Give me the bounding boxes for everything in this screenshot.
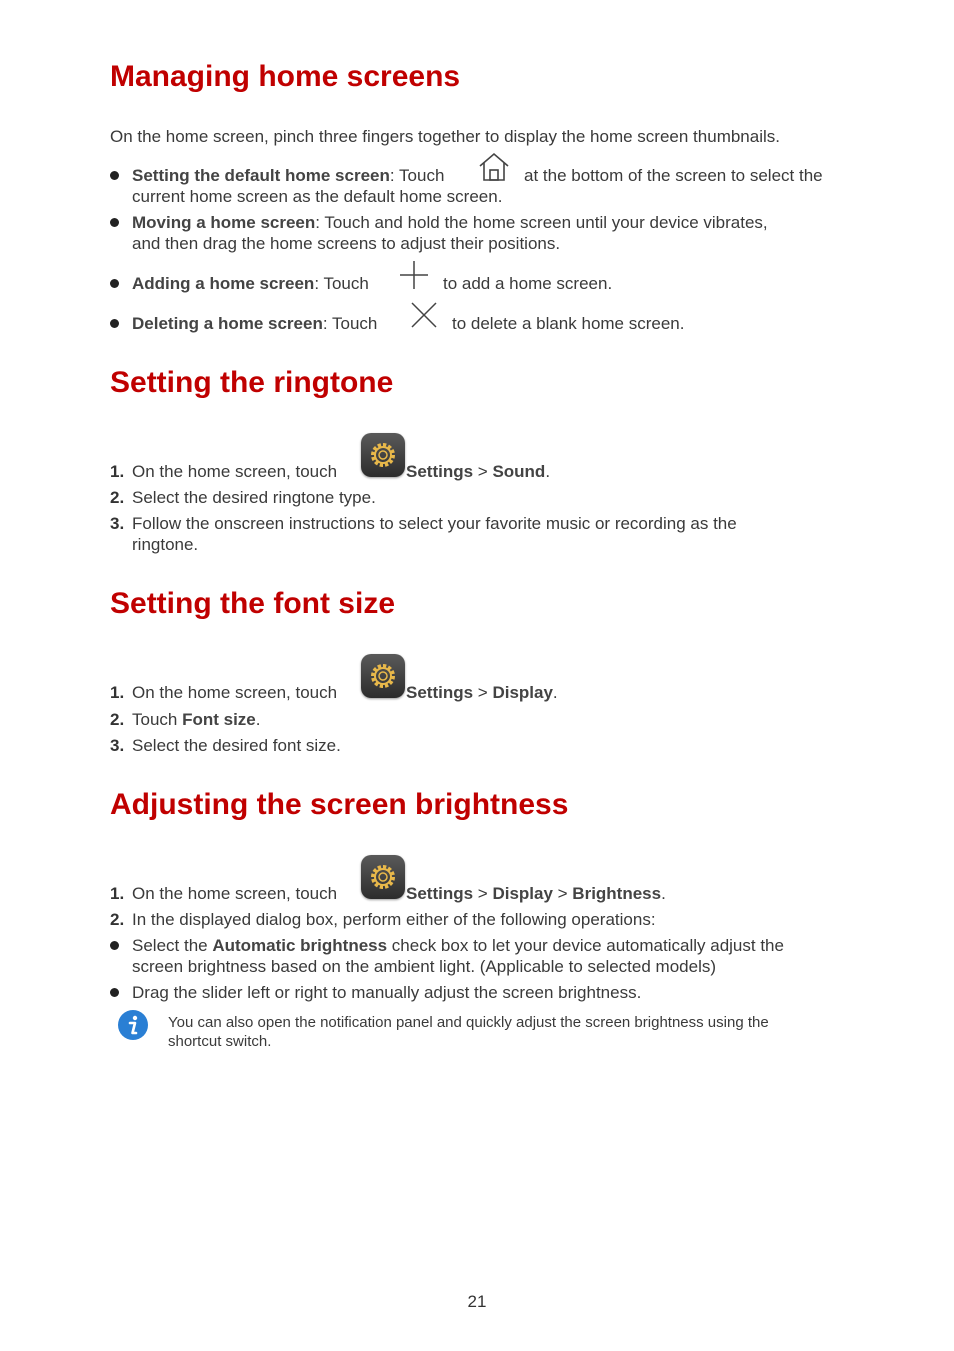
brightness-option-automatic-cont: screen brightness based on the ambient light. (Applicable to selected models) [132, 957, 717, 976]
brightness-option-slider: Drag the slider left or right to manually adjust the screen brightness. [132, 983, 642, 1002]
note-text-line2: shortcut switch. [168, 1033, 272, 1050]
brightness-option-automatic: Select the Automatic brightness check box to let your device automatically adjust the [132, 936, 784, 955]
ringtone-step-3-cont: ringtone. [132, 535, 199, 554]
list-item-deleting-home: Deleting a home screen: Touch [132, 314, 378, 333]
step-number: 3. [110, 514, 125, 533]
heading-adjusting-brightness: Adjusting the screen brightness [110, 788, 569, 821]
list-item-adding-home-post: to add a home screen. [443, 274, 613, 293]
step-number: 1. [110, 884, 125, 903]
settings-app-icon [361, 855, 405, 899]
ringtone-step-3: Follow the onscreen instructions to select your favorite music or recording as the [132, 514, 737, 533]
list-item-adding-home: Adding a home screen: Touch [132, 274, 369, 293]
settings-app-icon [361, 654, 405, 698]
ringtone-step-2: Select the desired ringtone type. [132, 488, 376, 507]
home-intro: On the home screen, pinch three fingers together to display the home screen thumbnails. [110, 127, 780, 146]
list-item-default-home: Setting the default home screen: Touch [132, 166, 445, 185]
bullet [110, 988, 119, 997]
list-item-default-home-cont: current home screen as the default home screen. [132, 187, 503, 206]
brightness-step-1: On the home screen, touch [132, 884, 338, 903]
bullet [110, 941, 119, 950]
step-number: 2. [110, 910, 125, 929]
list-item-deleting-home-post: to delete a blank home screen. [452, 314, 685, 333]
step-number: 1. [110, 462, 125, 481]
page-number: 21 [467, 1292, 487, 1311]
ringtone-step-1: On the home screen, touch [132, 462, 338, 481]
bullet [110, 279, 119, 288]
heading-managing-home-screens: Managing home screens [110, 60, 461, 93]
font-step-1: On the home screen, touch [132, 683, 338, 702]
heading-setting-font-size: Setting the font size [110, 587, 395, 620]
font-step-2: Touch Font size. [132, 710, 261, 729]
font-step-1-path: Settings > Display. [406, 683, 558, 702]
close-icon [409, 300, 439, 335]
font-step-3: Select the desired font size. [132, 736, 341, 755]
bullet [110, 218, 119, 227]
plus-icon [398, 259, 430, 296]
home-icon [477, 151, 511, 188]
bullet [110, 171, 119, 180]
note-text-line1: You can also open the notification panel and quickly adjust the screen brightness using the [168, 1014, 769, 1031]
step-number: 3. [110, 736, 125, 755]
heading-setting-ringtone: Setting the ringtone [110, 366, 394, 399]
bullet [110, 319, 119, 328]
step-number: 2. [110, 710, 125, 729]
list-item-moving-home-cont: and then drag the home screens to adjust their positions. [132, 234, 561, 253]
step-number: 1. [110, 683, 125, 702]
info-icon [117, 1009, 149, 1046]
settings-app-icon [361, 433, 405, 477]
ringtone-step-1-path: Settings > Sound. [406, 462, 551, 481]
brightness-step-1-path: Settings > Display > Brightness. [406, 884, 666, 903]
list-item-moving-home: Moving a home screen: Touch and hold the home screen until your device vibrates, [132, 213, 768, 232]
step-number: 2. [110, 488, 125, 507]
list-item-default-home-post: at the bottom of the screen to select the [524, 166, 823, 185]
brightness-step-2: In the displayed dialog box, perform either of the following operations: [132, 910, 656, 929]
